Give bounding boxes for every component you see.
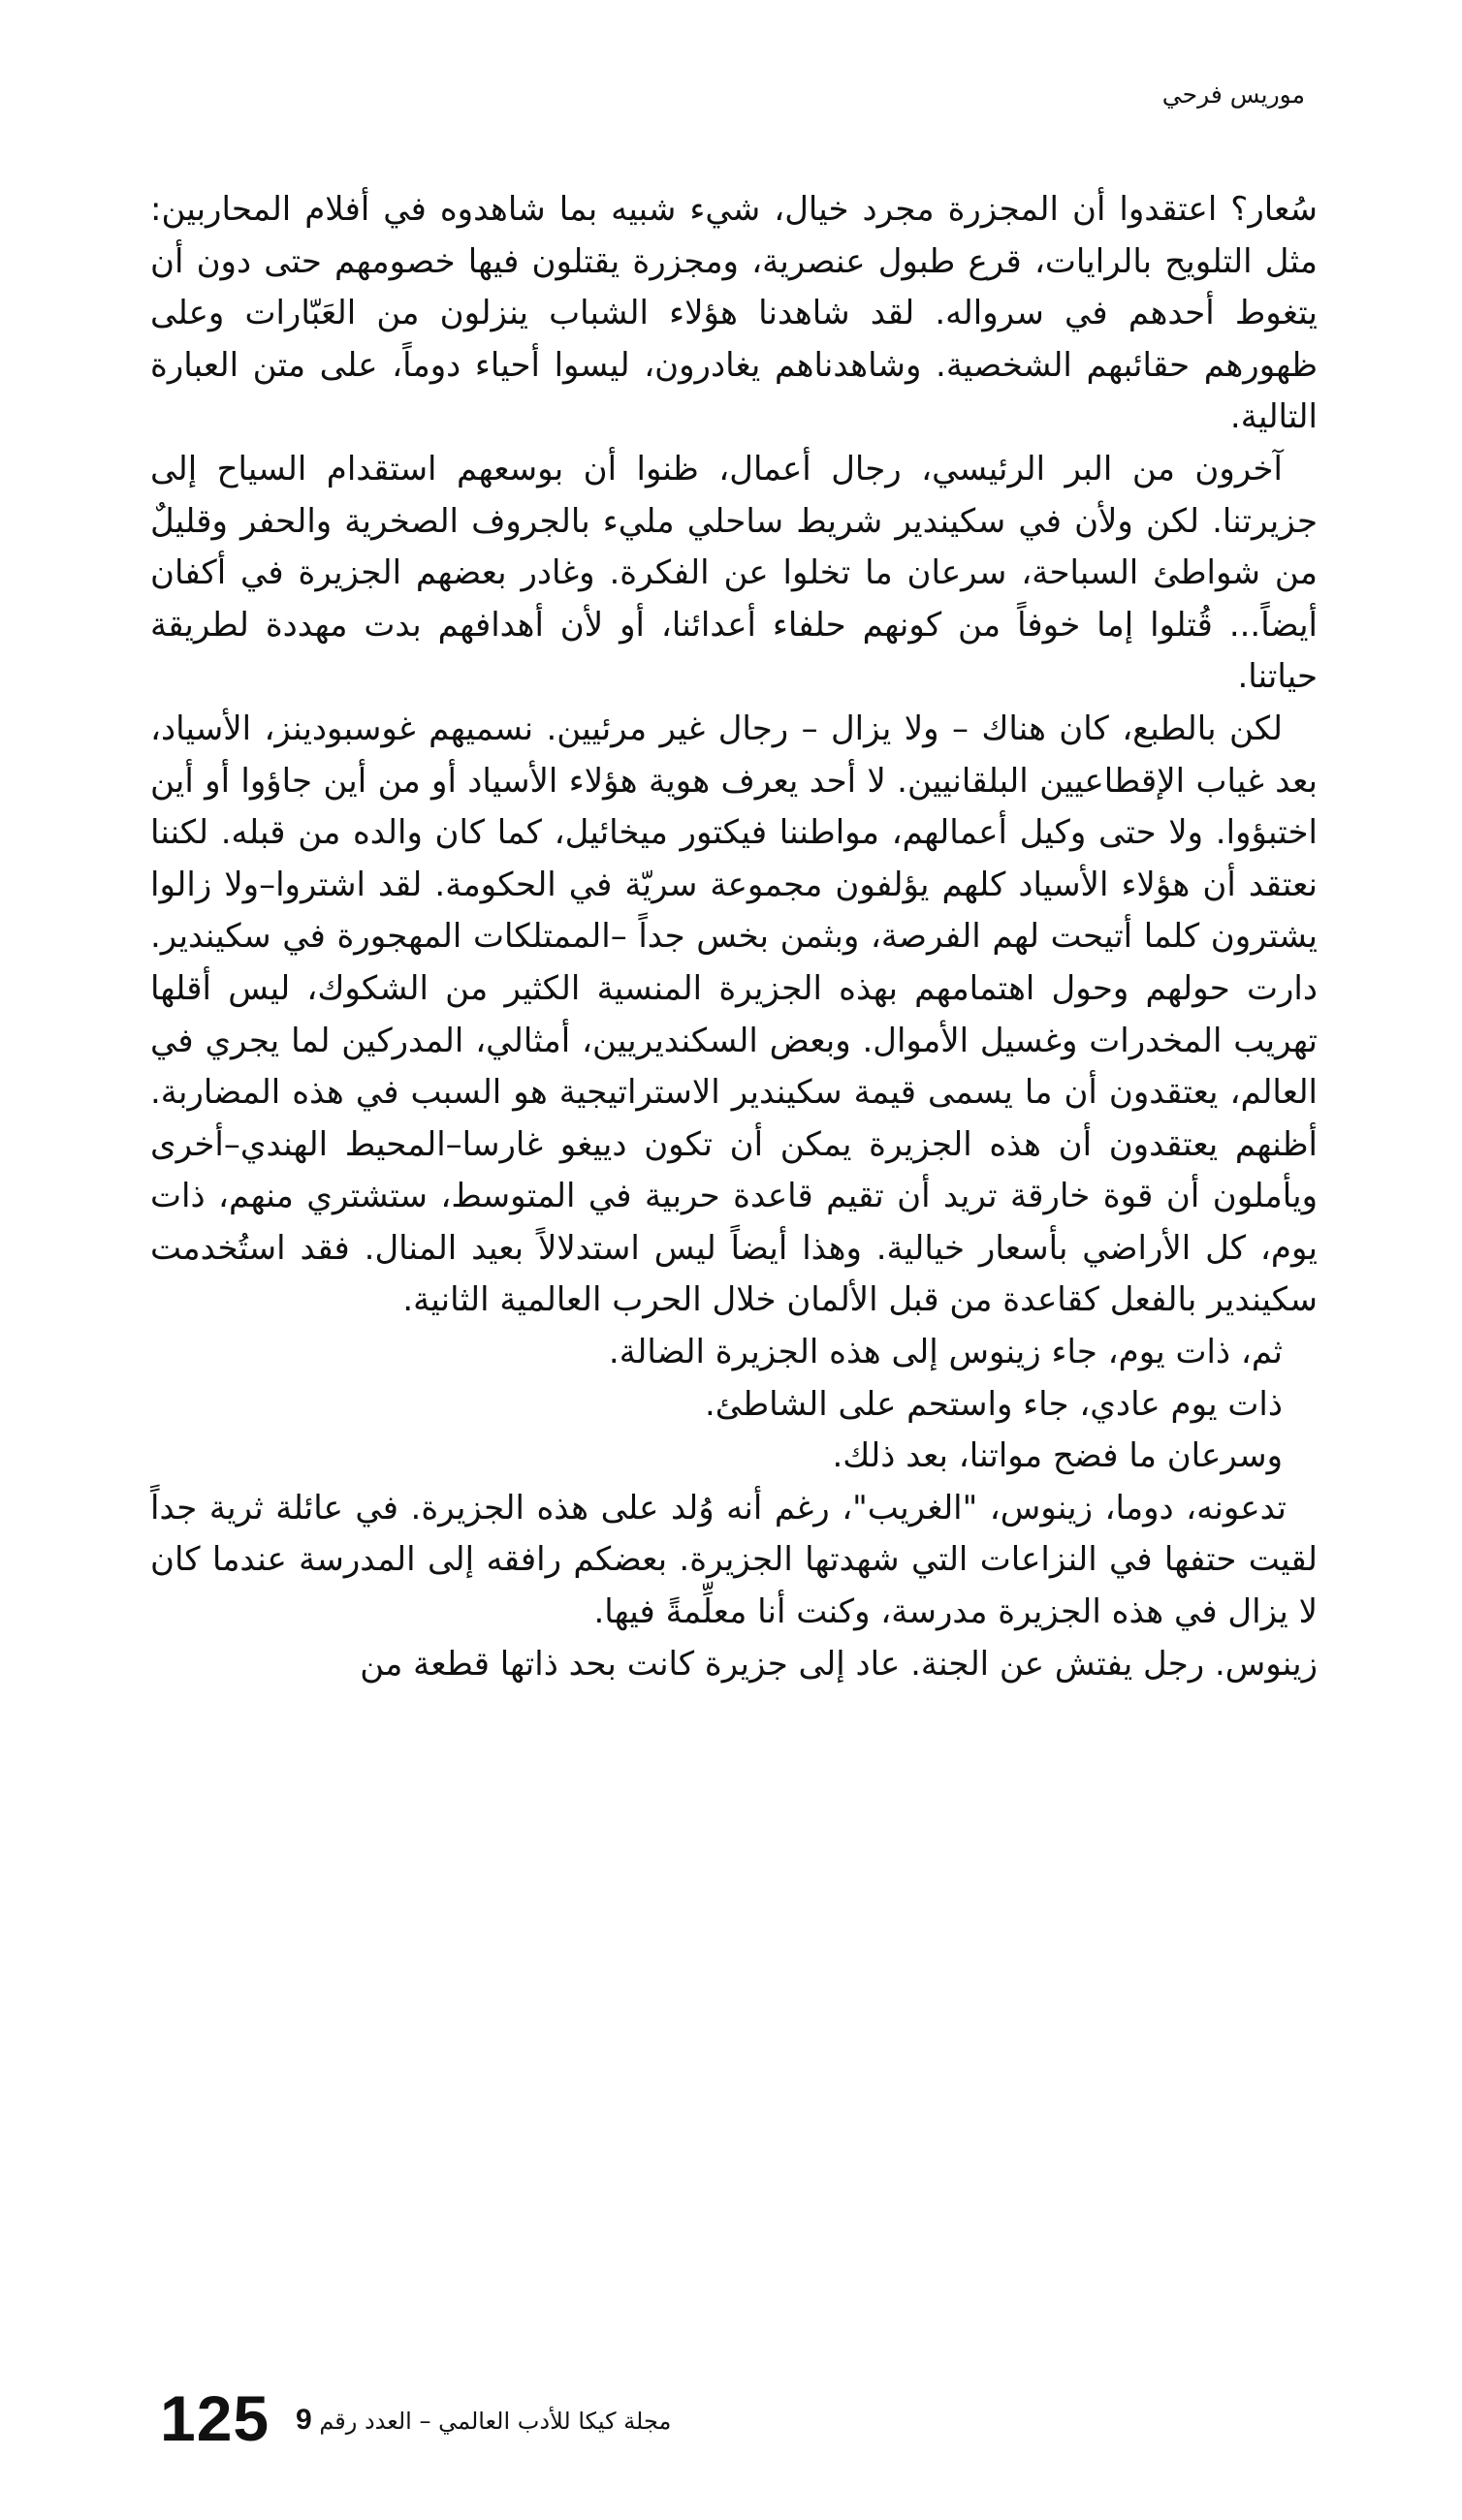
body-text [150, 184, 1318, 1690]
paragraph-8: زينوس. رجل يفتش عن الجنة. عاد إلى جزيرة كانت بحد ذاتها قطعة من [360, 1644, 1318, 1684]
page-footer [150, 2379, 1318, 2457]
running-head-author: موريس فرحي [1161, 80, 1305, 109]
paragraph-3: لكن بالطبع، كان هناك – ولا يزال – رجال غير مرئيين. نسميهم غوسبودينز، الأسياد، بعد غياب الإقطاعيين البلقانيين. لا أحد يعرف هوية هؤلاء الأسياد أو من أين جاؤوا أو أين اختبؤوا. ولا حتى وكيل أعمالهم، مواطننا فيكتور ميخائيل، كما كان والده من قبله. لكننا نعتقد أن هؤلاء الأسياد كلهم يؤلفون مجموعة سريّة في الحكومة. لقد اشتروا–ولا زالوا يشترون كلما أتيحت لهم الفرصة، وبثمن بخس جداً –الممتلكات المهجورة في سكيندير. دارت حولهم وحول اهتمامهم بهذه الجزيرة المنسية الكثير من الشكوك، ليس أقلها تهريب المخدرات وغسيل الأموال. وبعض السكنديريين، أمثالي، المدركين لما يجري في العالم، يعتقدون أن ما يسمى قيمة سكيندير الاستراتيجية هو السبب في هذه المضاربة. أظنهم يعتقدون أن هذه الجزيرة يمكن أن تكون دييغو غارسا–المحيط الهندي–أخرى ويأملون أن قوة خارقة تريد أن تقيم قاعدة حربية في المتوسط، ستشتري منهم، ذات يوم، كل الأراضي بأسعار خيالية. وهذا أيضاً ليس استدلالاً بعيد المنال. فقد استُخدمت سكيندير بالفعل كقاعدة من قبل الألمان خلال الحرب العالمية الثانية. [150, 709, 1318, 1320]
page-number: 125 [160, 2382, 270, 2454]
paragraph-4: ثم، ذات يوم، جاء زينوس إلى هذه الجزيرة الضالة. [608, 1333, 1283, 1372]
paragraph-1: سُعار؟ اعتقدوا أن المجزرة مجرد خيال، شيء شبيه بما شاهدوه في أفلام المحاربين: مثل التلويح بالرايات، قرع طبول عنصرية، ومجزرة يقتلون فيها خصومهم حتى دون أن يتغوط أحدهم في سرواله. لقد شاهدنا هؤلاء الشباب ينزلون من العَبّارات وعلى ظهورهم حقائبهم الشخصية. وشاهدناهم يغادرون، ليسوا أحياء دوماً، على متن العبارة التالية. [150, 190, 1318, 437]
paragraph-2: آخرون من البر الرئيسي، رجال أعمال، ظنوا أن بوسعهم استقدام السياح إلى جزيرتنا. لكن ولأن في سكيندير شريط ساحلي مليء بالجروف الصخرية والحفر وقليلٌ من شواطئ السباحة، سرعان ما تخلوا عن الفكرة. وغادر بعضهم الجزيرة في أكفان أيضاً... قُتلوا إما خوفاً من كونهم حلفاء أعدائنا، أو لأن أهدافهم بدت مهددة لطريقة حياتنا. [150, 449, 1318, 697]
paragraph-6: وسرعان ما فضح مواتنا، بعد ذلك. [832, 1436, 1283, 1476]
paragraph-7: تدعونه، دوما، زينوس، "الغريب"، رغم أنه وُلد على هذه الجزيرة. في عائلة ثرية جداً لقيت حتفها في النزاعات التي شهدتها الجزيرة. بعضكم رافقه إلى المدرسة عندما كان لا يزال في هذه الجزيرة مدرسة، وكنت أنا معلِّمةً فيها. [150, 1488, 1318, 1632]
journal-title [296, 2399, 671, 2442]
issue-number: 9 [296, 2404, 312, 2436]
paragraph-5: ذات يوم عادي، جاء واستحم على الشاطئ. [704, 1384, 1283, 1424]
journal-name: مجلة كيكا للأدب العالمي – العدد رقم [319, 2408, 672, 2435]
